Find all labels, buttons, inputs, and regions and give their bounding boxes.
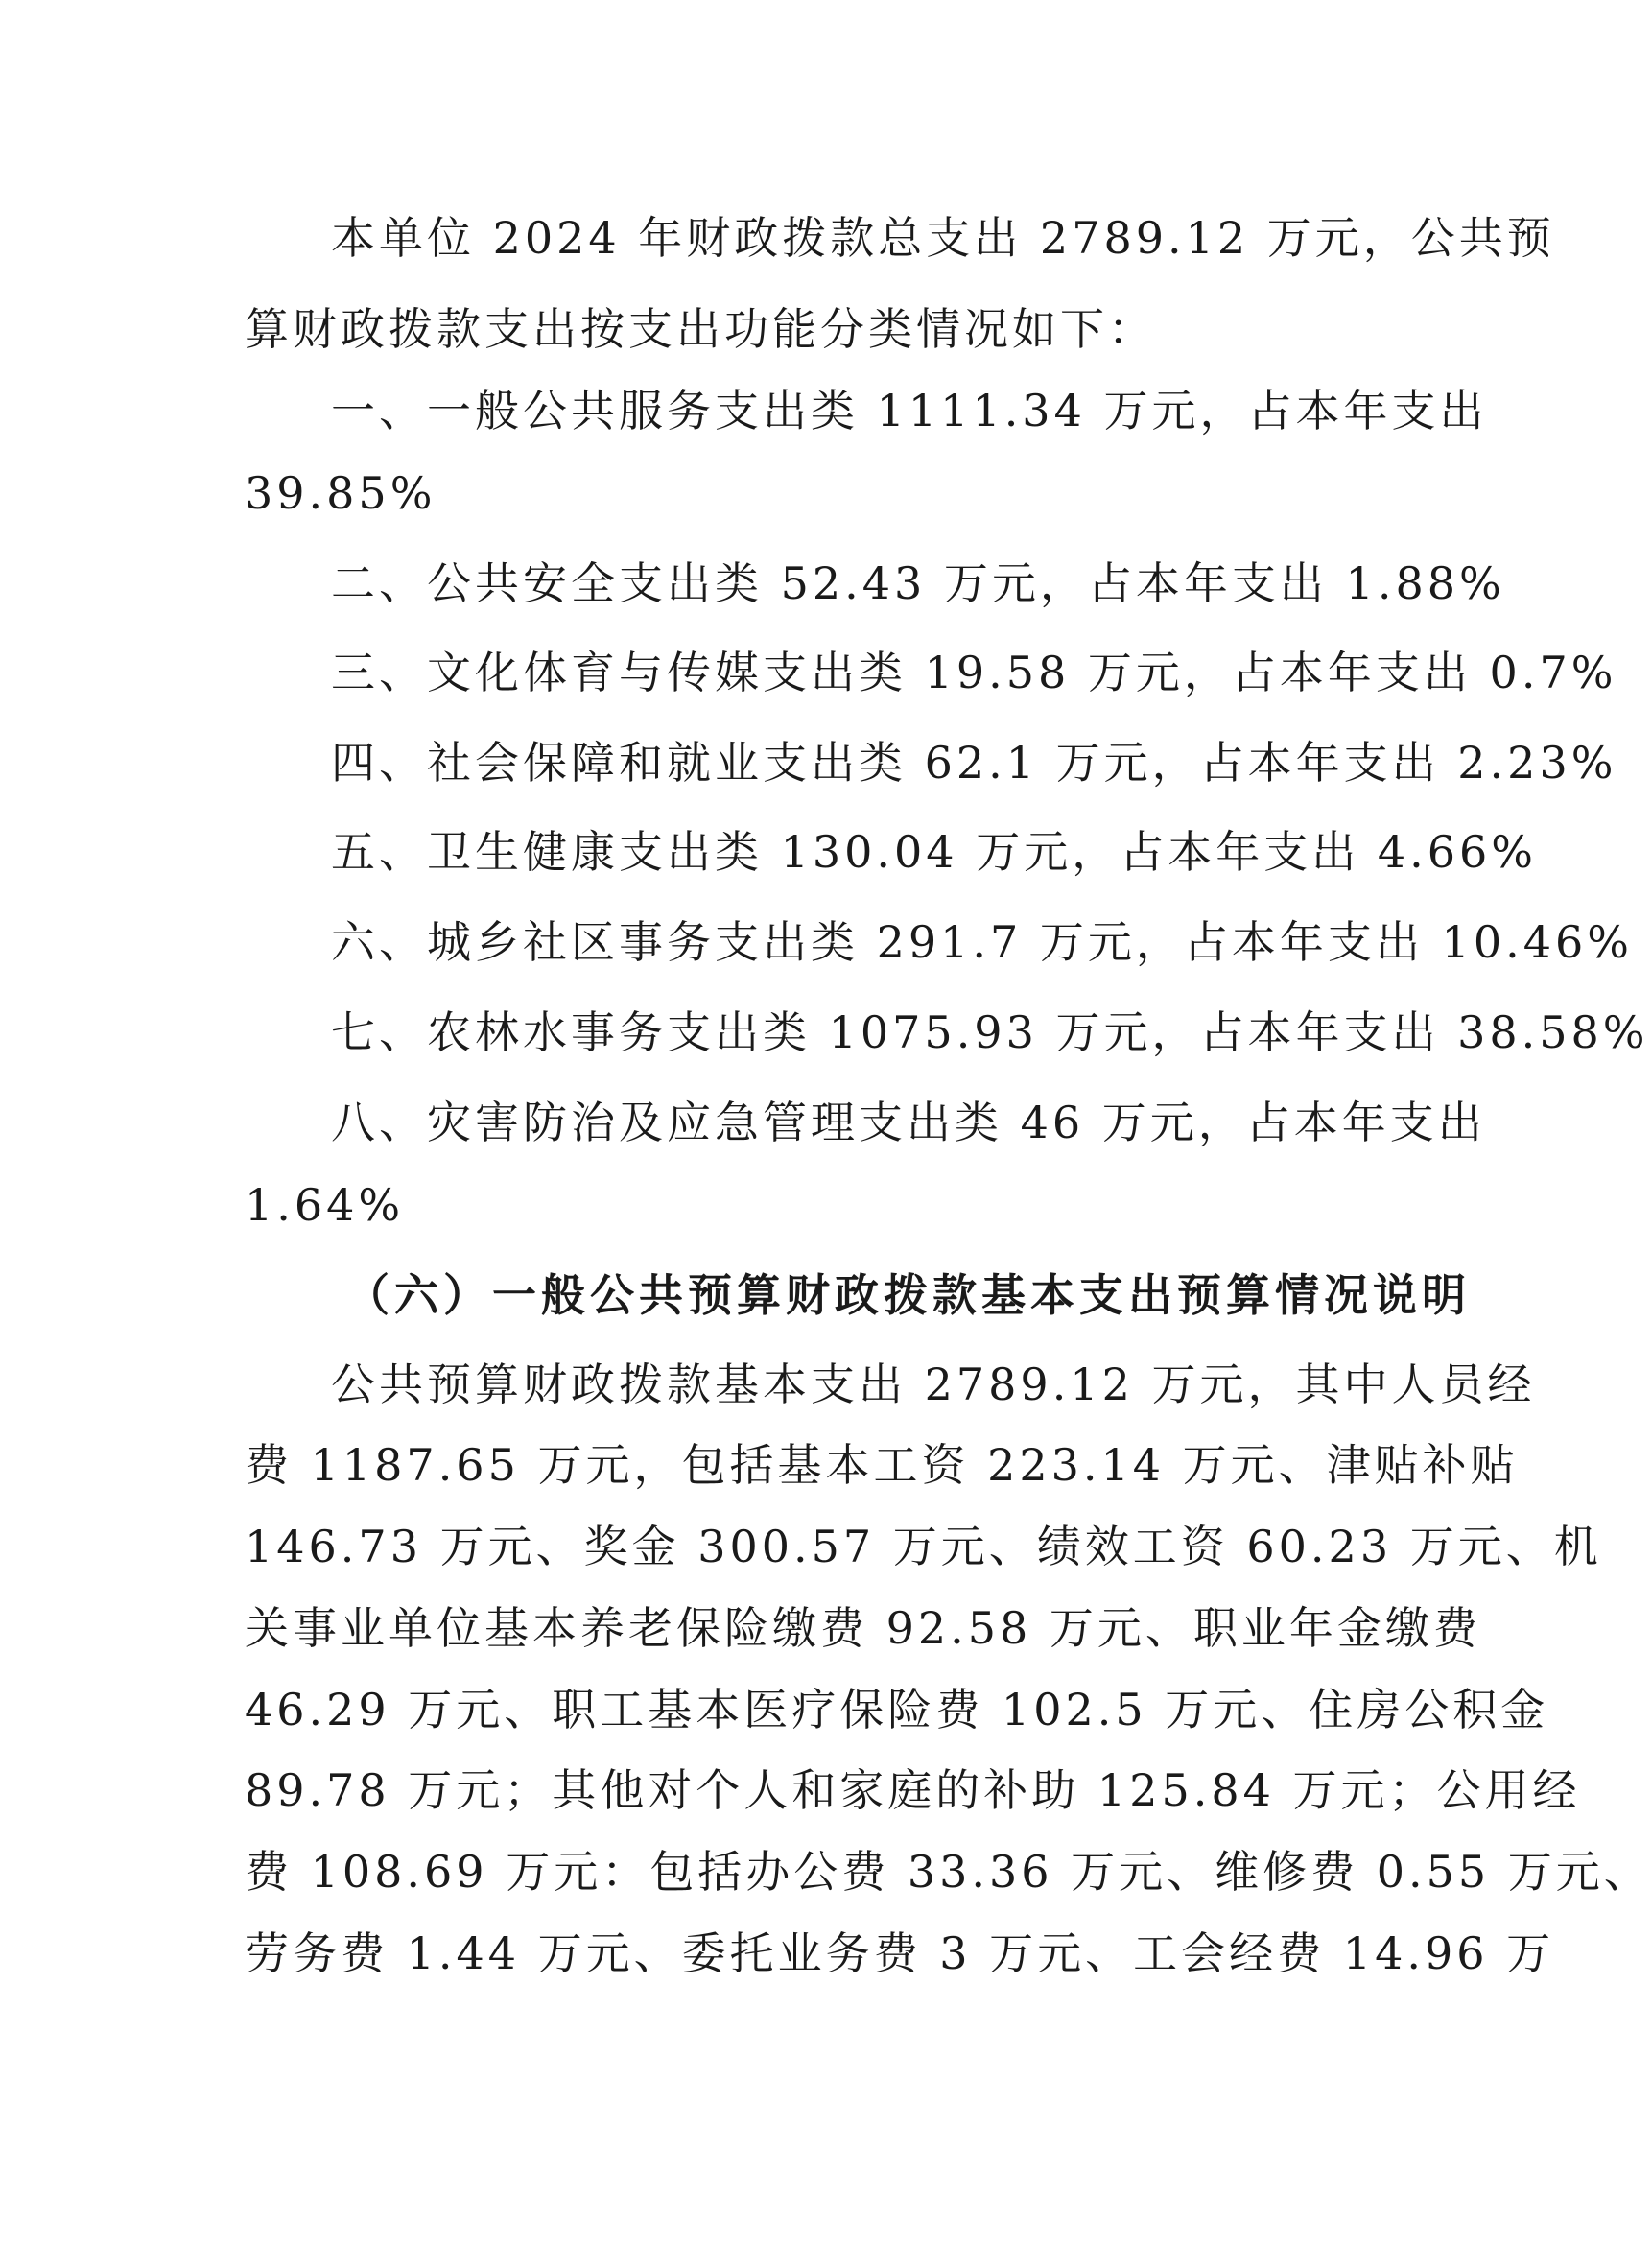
body-line: 146.73 万元、奖金 300.57 万元、绩效工资 60.23 万元、机: [245, 1521, 1602, 1572]
body-line: 公共预算财政拨款基本支出 2789.12 万元，其中人员经: [331, 1358, 1536, 1410]
list-item-6: 六、城乡社区事务支出类 291.7 万元，占本年支出 10.46%: [331, 916, 1633, 968]
section-heading: （六）一般公共预算财政拨款基本支出预算情况说明: [345, 1269, 1471, 1321]
body-line: 89.78 万元；其他对个人和家庭的补助 125.84 万元；公用经: [245, 1764, 1581, 1816]
body-line: 关事业单位基本养老保险缴费 92.58 万元、职业年金缴费: [245, 1602, 1481, 1654]
list-item-5: 五、卫生健康支出类 130.04 万元，占本年支出 4.66%: [331, 826, 1537, 878]
body-line: 费 108.69 万元：包括办公费 33.36 万元、维修费 0.55 万元、: [245, 1846, 1652, 1898]
body-line: 劳务费 1.44 万元、委托业务费 3 万元、工会经费 14.96 万: [245, 1927, 1555, 1979]
paragraph-line: 本单位 2024 年财政拨款总支出 2789.12 万元，公共预: [331, 212, 1555, 264]
list-item-1-percent: 39.85%: [245, 467, 437, 519]
list-item-8-line: 八、灾害防治及应急管理支出类 46 万元，占本年支出: [331, 1097, 1486, 1148]
body-line: 费 1187.65 万元，包括基本工资 223.14 万元、津贴补贴: [245, 1439, 1519, 1491]
body-line: 46.29 万元、职工基本医疗保险费 102.5 万元、住房公积金: [245, 1684, 1549, 1736]
list-item-2: 二、公共安全支出类 52.43 万元，占本年支出 1.88%: [331, 557, 1505, 609]
list-item-8-percent: 1.64%: [245, 1179, 405, 1231]
paragraph-line: 算财政拨款支出按支出功能分类情况如下：: [245, 303, 1156, 355]
list-item-4: 四、社会保障和就业支出类 62.1 万元，占本年支出 2.23%: [331, 737, 1617, 789]
list-item-1-line: 一、一般公共服务支出类 1111.34 万元，占本年支出: [331, 385, 1488, 437]
list-item-7: 七、农林水事务支出类 1075.93 万元，占本年支出 38.58%: [331, 1006, 1649, 1058]
list-item-3: 三、文化体育与传媒支出类 19.58 万元，占本年支出 0.7%: [331, 647, 1617, 698]
